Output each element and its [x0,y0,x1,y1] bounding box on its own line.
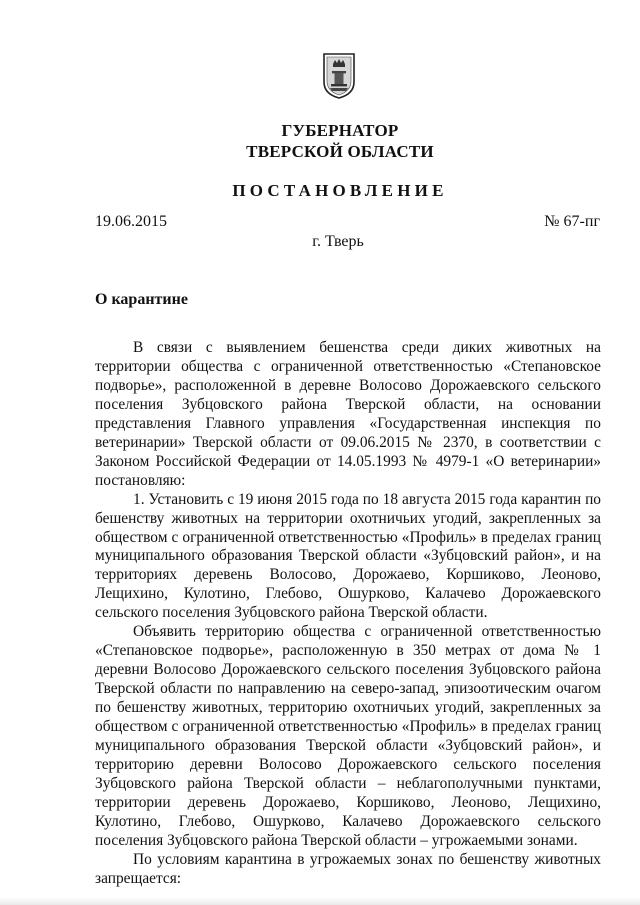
document-type-heading: ПОСТАНОВЛЕНИЕ [232,181,448,200]
tver-coat-of-arms-icon [322,52,356,100]
document-city: г. Тверь [312,233,364,250]
body-paragraph: В связи с выявлением бешенства среди диких животных на территории общества с ограниченной ответственностью «Степановское подворье», расположенной в деревне Волосово Дорожаевского сельского поселения Зубцовского района Тверской области, на основании представления Главного управления «Государственная инспекция по ветеринарии» Тверской области от 09.06.2015 № 2370, в соответствии с Законом Российской Федерации от 14.05.1993 № 4979-1 «О ветеринарии» постановляю: [95,339,601,489]
authority-line-2: ТВЕРСКОЙ ОБЛАСТИ [246,142,434,161]
document-subject: О карантине [95,291,188,308]
document-number: № 67-пг [544,213,600,230]
authority-line-1: ГУБЕРНАТОР [281,121,399,140]
body-paragraph: 1. Установить с 19 июня 2015 года по 18 августа 2015 года карантин по бешенству животных на территории охотничьих угодий, закрепленных за обществом с ограниченной ответственностью «Профиль» в пределах границ муниципального образования Тверской области «Зубцовский район», и на территориях деревень Волосово, Дорожаево, Коршиково, Леоново, Лещихино, Кулотино, Глебово, Ошурково, Калачево Дорожаевского сельского поселения Зубцовского района Тверской области. [95,490,601,622]
document-body [95,339,601,889]
body-paragraph: Объявить территорию общества с ограниченной ответственностью «Степановское подворье», расположенную в 350 метрах от дома № 1 деревни Волосово Дорожаевского сельского поселения Зубцовского района Тверской области по направлению на северо-запад, эпизоотическим очагом по бешенству животных, территорию охотничьих угодий, закрепленных за обществом с ограниченной ответственностью «Профиль» в пределах границ муниципального образования Тверской области «Зубцовский район», и территорию деревни Волосово Дорожаевского сельского поселения Зубцовского района Тверской области – неблагополучными пунктами, территории деревень Дорожаево, Коршиково, Леоново, Лещихино, Кулотино, Глебово, Ошурково, Калачево Дорожаевского сельского поселения Зубцовского района Тверской области – угрожаемыми зонами. [95,623,601,849]
scan-bottom-edge [0,897,640,905]
body-paragraph: По условиям карантина в угрожаемых зонах по бешенству животных запрещается: [95,850,601,887]
document-date: 19.06.2015 [95,213,167,230]
